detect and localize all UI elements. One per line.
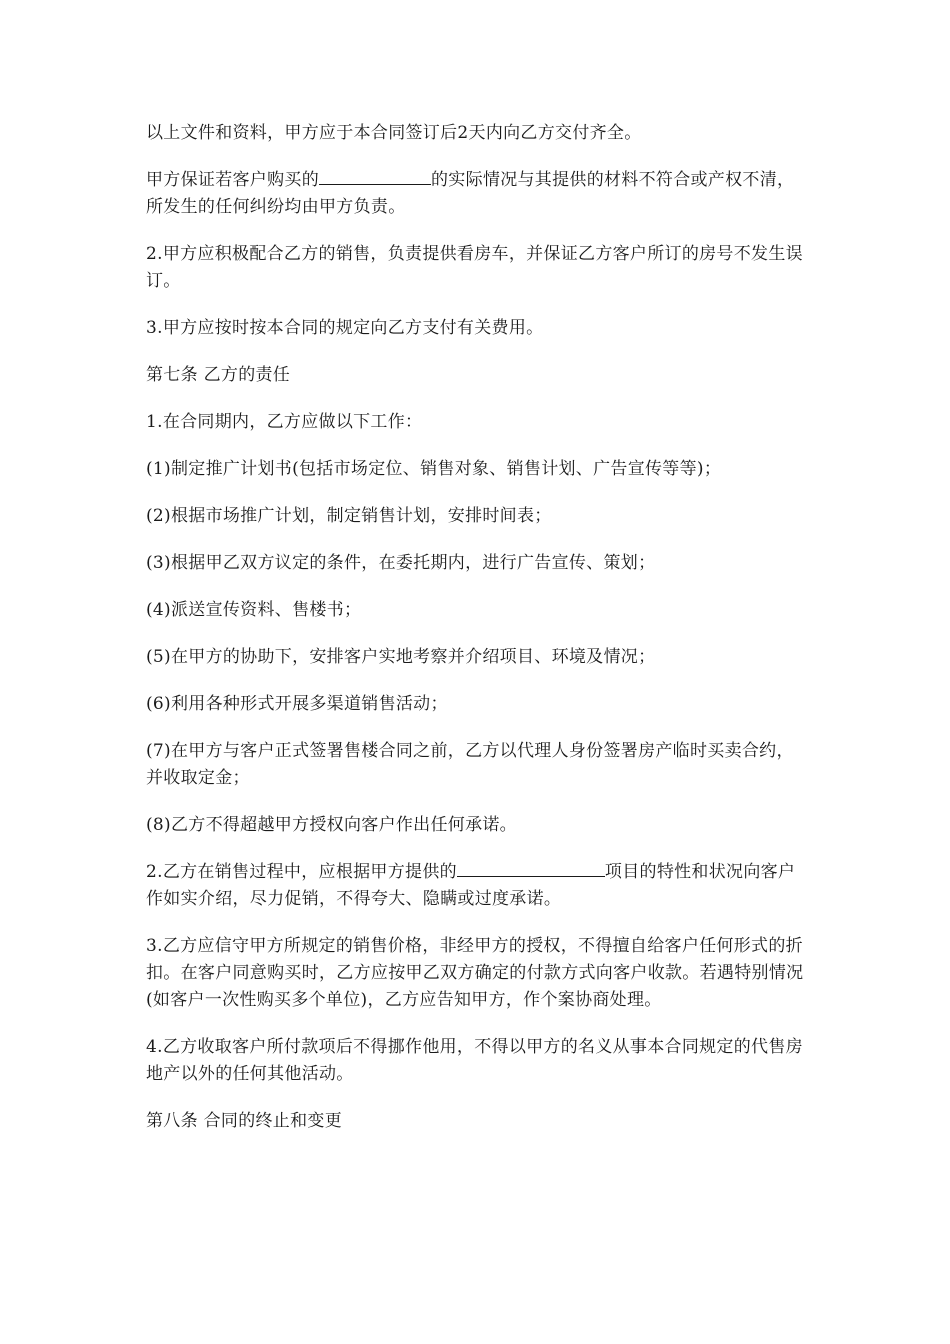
duty-item-2: (2)根据市场推广计划，制定销售计划，安排时间表； xyxy=(146,506,552,526)
duty-item-8: (8)乙方不得超越甲方授权向客户作出任何承诺。 xyxy=(146,815,517,835)
sales-intro-text-before: 2.乙方在销售过程中，应根据甲方提供的 xyxy=(146,862,457,882)
paragraph-guarantee xyxy=(146,167,811,221)
duty-item-5: (5)在甲方的协助下，安排客户实地考察并介绍项目、环境及情况； xyxy=(146,647,656,667)
duty-item-4: (4)派送宣传资料、售楼书； xyxy=(146,600,362,620)
article-8-heading: 第八条 合同的终止和变更 xyxy=(146,1111,343,1131)
paragraph-clause-2: 2.甲方应积极配合乙方的销售，负责提供看房车，并保证乙方客户所订的房号不发生误订。 xyxy=(146,244,803,291)
sales-intro-text-after: 项目的特性和状况向客户作如实介绍，尽力促销，不得夸大、隐瞒或过度承诺。 xyxy=(146,862,796,909)
duty-item-6: (6)利用各种形式开展多渠道销售活动； xyxy=(146,694,448,714)
guarantee-text-before: 甲方保证若客户购买的 xyxy=(146,170,319,190)
duty-item-3: (3)根据甲乙双方议定的条件，在委托期内，进行广告宣传、策划； xyxy=(146,553,656,573)
paragraph-clause-3: 3.甲方应按时按本合同的规定向乙方支付有关费用。 xyxy=(146,318,544,338)
paragraph-duties-intro: 1.在合同期内，乙方应做以下工作： xyxy=(146,412,423,432)
blank-line xyxy=(457,860,605,877)
article-7-heading: 第七条 乙方的责任 xyxy=(146,365,291,385)
duty-item-1: (1)制定推广计划书(包括市场定位、销售对象、销售计划、广告宣传等等)； xyxy=(146,459,722,479)
duty-item-7: (7)在甲方与客户正式签署售楼合同之前，乙方以代理人身份签署房产临时买卖合约，并收取定金； xyxy=(146,741,794,788)
document-body xyxy=(146,120,811,1155)
paragraph-documents-delivery: 以上文件和资料，甲方应于本合同签订后2天内向乙方交付齐全。 xyxy=(146,123,642,143)
paragraph-pricing: 3.乙方应信守甲方所规定的销售价格，非经甲方的授权，不得擅自给客户任何形式的折扣。在客户同意购买时，乙方应按甲乙双方确定的付款方式向客户收款。若遇特别情况(如客户一次性购买多个单位)，乙方应告知甲方，作个案协商处理。 xyxy=(146,936,804,1010)
guarantee-text-after: 的实际情况与其提供的材料不符合或产权不清，所发生的任何纠纷均由甲方负责。 xyxy=(146,170,795,217)
blank-line xyxy=(319,168,431,185)
paragraph-funds: 4.乙方收取客户所付款项后不得挪作他用，不得以甲方的名义从事本合同规定的代售房地产以外的任何其他活动。 xyxy=(146,1037,803,1084)
paragraph-sales-intro xyxy=(146,859,811,913)
